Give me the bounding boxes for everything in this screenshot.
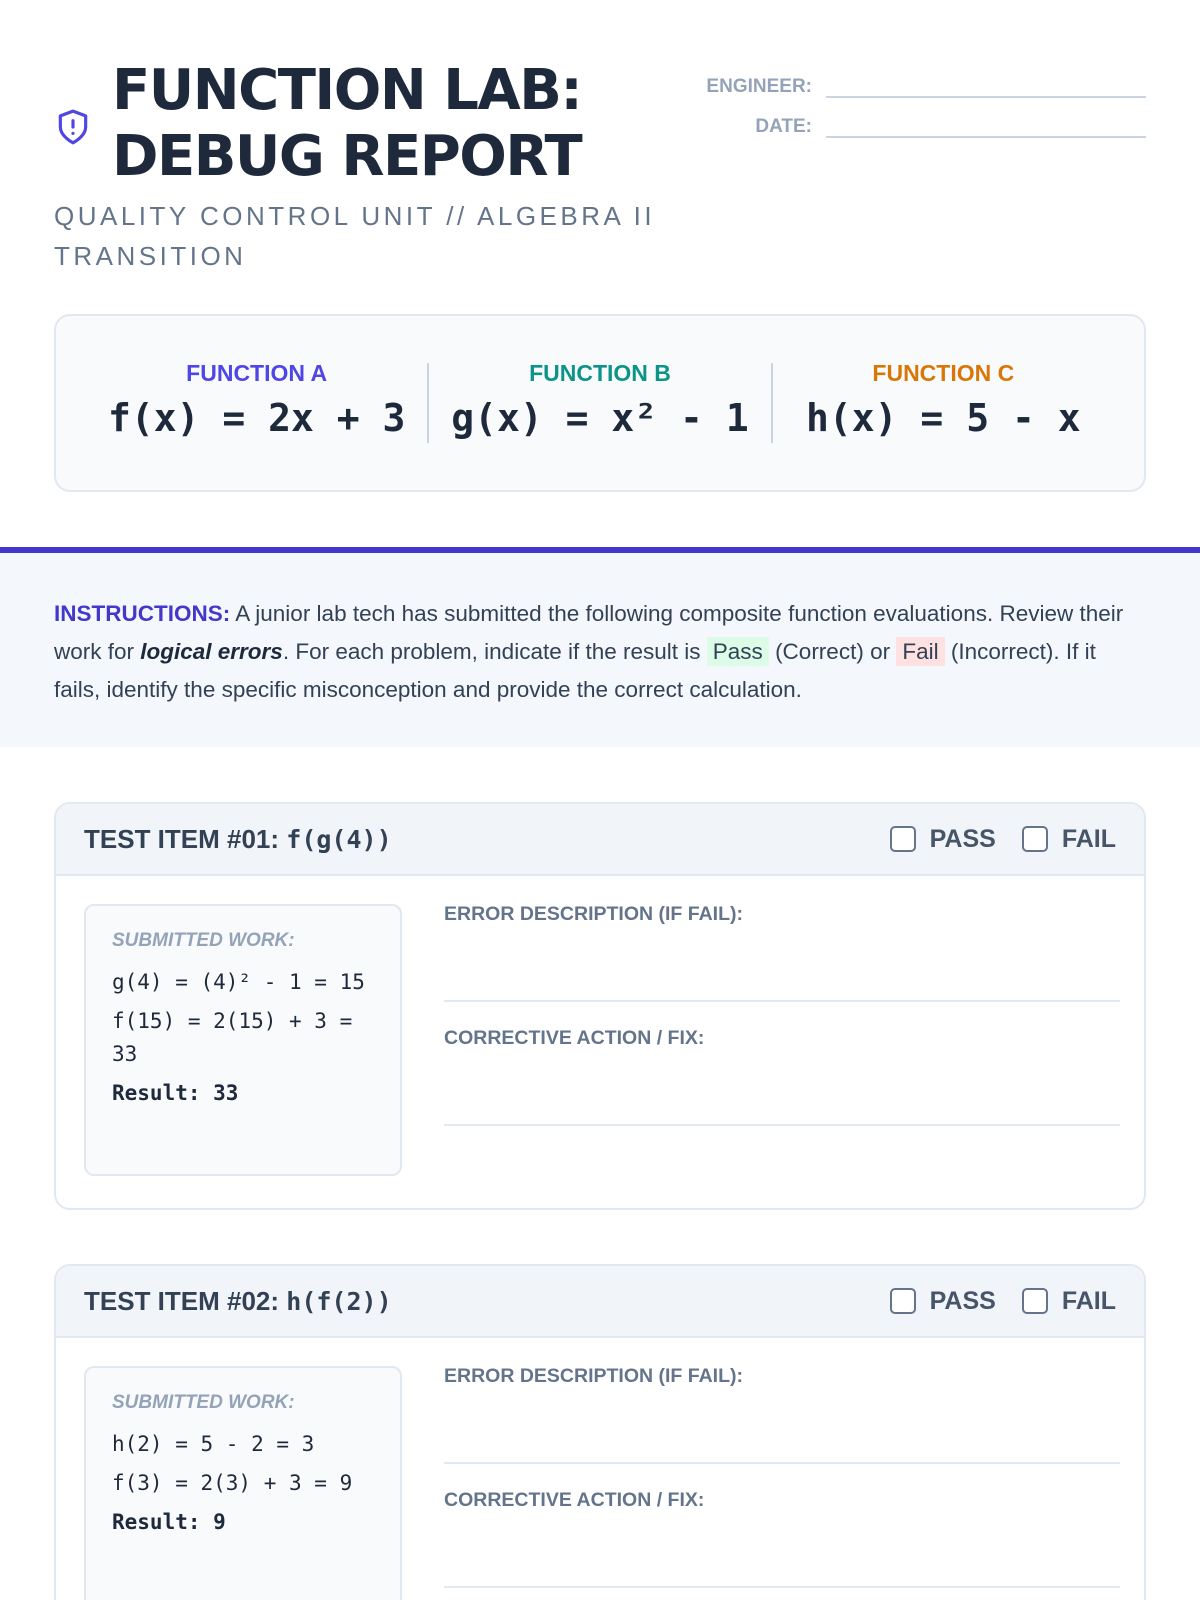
instructions-part-1: A junior lab tech has submitted the following composite function evaluations. Review their work for <box>54 601 1124 664</box>
error-description-field[interactable] <box>444 1388 1120 1464</box>
response-fields <box>444 902 1120 1150</box>
page-title: FUNCTION LAB: DEBUG REPORT <box>112 58 582 189</box>
report-header <box>54 58 1146 278</box>
function-a-expr: f(x) = 2x + 3 <box>107 396 406 440</box>
verdict-checks <box>864 825 1116 854</box>
pass-checkbox[interactable] <box>890 1288 916 1314</box>
function-c-expr: h(x) = 5 - x <box>806 396 1081 440</box>
function-c <box>771 360 1114 443</box>
instructions-text <box>54 595 1146 709</box>
test-item-header <box>56 804 1144 876</box>
instructions-emphasis: logical errors <box>140 639 283 664</box>
instructions-part-3: (Correct) or <box>768 639 897 664</box>
function-b <box>427 360 770 443</box>
error-description-field[interactable] <box>444 926 1120 1002</box>
test-item-card <box>54 1264 1146 1600</box>
test-item-title <box>84 1286 392 1317</box>
response-fields <box>444 1364 1120 1600</box>
submitted-work-label: SUBMITTED WORK: <box>112 930 295 951</box>
engineer-field[interactable] <box>826 76 1146 98</box>
pass-label: PASS <box>929 1286 996 1315</box>
shield-alert-icon <box>54 107 92 147</box>
page-subtitle: QUALITY CONTROL UNIT // ALGEBRA II TRANSITION <box>54 201 656 271</box>
fail-label: FAIL <box>1061 824 1116 853</box>
title-row <box>54 58 672 190</box>
fail-check[interactable] <box>1022 1287 1116 1316</box>
test-item-title-prefix: TEST ITEM #02: <box>84 1285 287 1316</box>
instructions-part-2: . For each problem, indicate if the result is <box>282 639 707 664</box>
date-row <box>696 98 1146 138</box>
instructions-panel <box>0 547 1200 747</box>
meta-fields <box>696 58 1146 138</box>
function-a-name: FUNCTION A <box>186 360 328 386</box>
pass-check[interactable] <box>890 825 996 854</box>
work-line-2: f(3) = 2(3) + 3 = 9 <box>112 1471 353 1495</box>
corrective-action-label: CORRECTIVE ACTION / FIX: <box>444 1489 705 1511</box>
test-item-card <box>54 802 1146 1210</box>
corrective-action-field[interactable] <box>444 1050 1120 1126</box>
fail-checkbox[interactable] <box>1022 826 1048 852</box>
submitted-work-label: SUBMITTED WORK: <box>112 1392 295 1413</box>
test-item-title-code: f(g(4)) <box>286 824 392 854</box>
corrective-action-field[interactable] <box>444 1512 1120 1588</box>
function-b-name: FUNCTION B <box>529 360 671 386</box>
functions-panel <box>54 314 1146 492</box>
instructions-part-4: (Incorrect). If it fails, identify the specific misconception and provide the correct calculation. <box>54 639 1096 702</box>
test-item-title <box>84 824 392 855</box>
work-result: Result: 33 <box>112 1081 239 1105</box>
date-label: DATE: <box>755 116 812 137</box>
engineer-row <box>696 58 1146 98</box>
test-item-title-code: h(f(2)) <box>286 1286 392 1316</box>
error-description-label: ERROR DESCRIPTION (IF FAIL): <box>444 903 743 925</box>
work-line-1: g(4) = (4)² - 1 = 15 <box>112 970 365 994</box>
pass-label: PASS <box>929 824 996 853</box>
work-line-1: h(2) = 5 - 2 = 3 <box>112 1432 315 1456</box>
function-b-expr: g(x) = x² - 1 <box>451 396 749 440</box>
verdict-checks <box>864 1287 1116 1316</box>
engineer-label: ENGINEER: <box>706 76 812 97</box>
pass-tag: Pass <box>707 637 769 666</box>
work-line-2: f(15) = 2(15) + 3 = 33 <box>112 1009 353 1066</box>
submitted-work <box>84 1366 402 1600</box>
fail-check[interactable] <box>1022 825 1116 854</box>
pass-checkbox[interactable] <box>890 826 916 852</box>
function-c-name: FUNCTION C <box>872 360 1015 386</box>
function-a <box>86 360 427 443</box>
pass-check[interactable] <box>890 1287 996 1316</box>
fail-tag: Fail <box>896 637 944 666</box>
error-description-label: ERROR DESCRIPTION (IF FAIL): <box>444 1365 743 1387</box>
test-item-header <box>56 1266 1144 1338</box>
fail-checkbox[interactable] <box>1022 1288 1048 1314</box>
submitted-work <box>84 904 402 1176</box>
corrective-action-label: CORRECTIVE ACTION / FIX: <box>444 1027 705 1049</box>
fail-label: FAIL <box>1061 1286 1116 1315</box>
test-item-title-prefix: TEST ITEM #01: <box>84 823 287 854</box>
instructions-lead: INSTRUCTIONS: <box>54 601 231 626</box>
date-field[interactable] <box>826 116 1146 138</box>
work-result: Result: 9 <box>112 1510 226 1534</box>
